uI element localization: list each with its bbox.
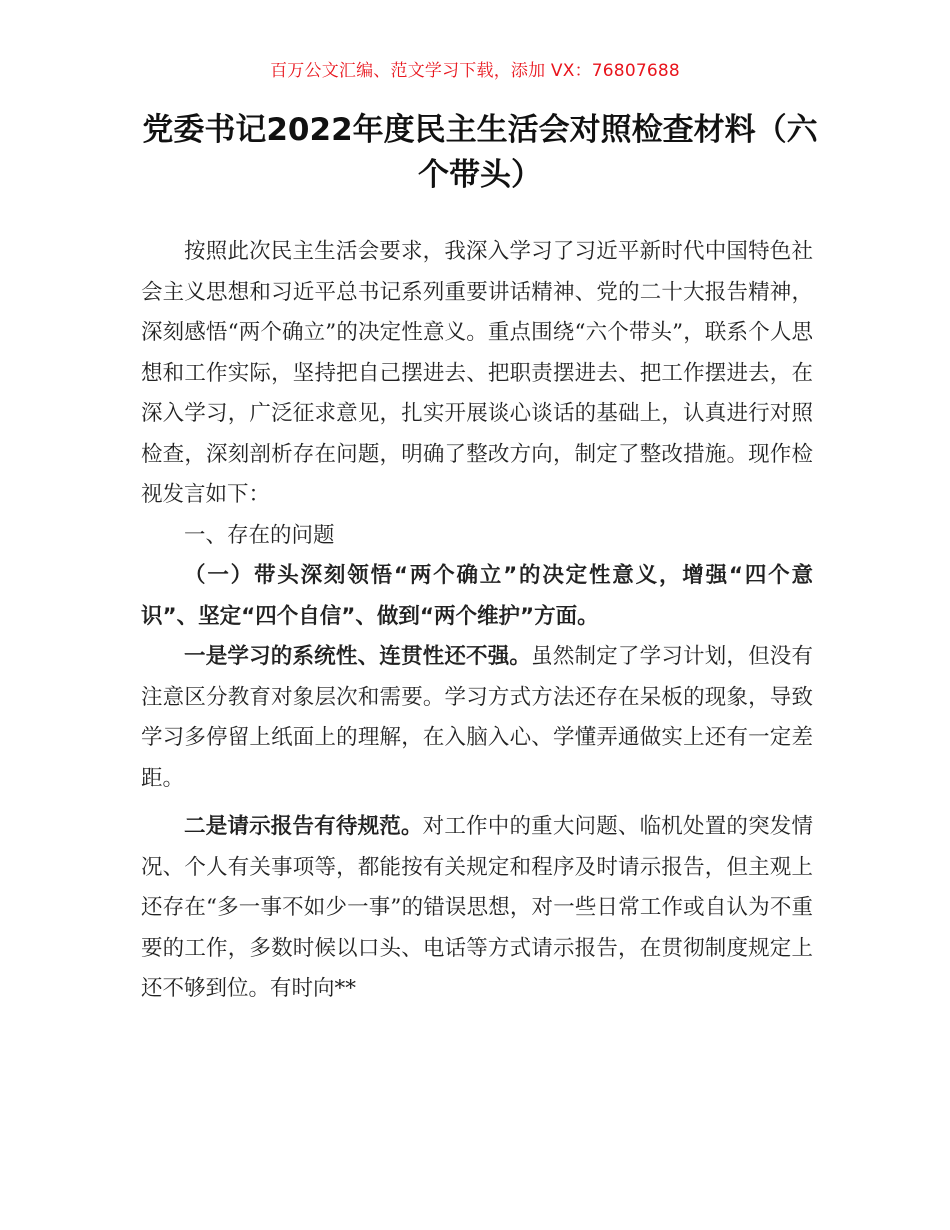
subsection-heading-1: （一）带头深刻领悟“两个确立”的决定性意义，增强“四个意识”、坚定“四个自信”、做到“两个维护”方面。 [141, 563, 813, 629]
point-paragraph [141, 807, 813, 1010]
point-text: 虽然制定了学习计划，但没有注意区分教育对象层次和需要。学习方式方法还存在呆板的现象，导致学习多停留上纸面上的理解，在入脑入心、学懂弄通做实上还有一定差距。 [141, 644, 813, 791]
document-body [141, 232, 813, 1010]
document-title: 党委书记2022年度民主生活会对照检查材料（六个带头） [142, 112, 818, 193]
point-text: 对工作中的重大问题、临机处置的突发情况、个人有关事项等，都能按有关规定和程序及时请示报告，但主观上还存在“多一事不如少一事”的错误思想，对一些日常工作或自认为不重要的工作，多数时候以口头、电话等方式请示报告，在贯彻制度规定上还不够到位。有时向** [141, 814, 813, 1001]
intro-paragraph: 按照此次民主生活会要求，我深入学习了习近平新时代中国特色社会主义思想和习近平总书记系列重要讲话精神、党的二十大报告精神，深刻感悟“两个确立”的决定性意义。重点围绕“六个带头”，联系个人思想和工作实际，坚持把自己摆进去、把职责摆进去、把工作摆进去，在深入学习，广泛征求意见，扎实开展谈心谈话的基础上，认真进行对照检查，深刻剖析存在问题，明确了整改方向，制定了整改措施。现作检视发言如下： [141, 239, 813, 507]
watermark-banner: 百万公文汇编、范文学习下载，添加 VX：76807688 [270, 61, 680, 81]
point-lead: 一是学习的系统性、连贯性还不强。 [184, 644, 532, 669]
section-heading-problems: 一、存在的问题 [184, 522, 335, 548]
point-lead: 二是请示报告有待规范。 [184, 814, 423, 839]
point-paragraph [141, 637, 813, 799]
